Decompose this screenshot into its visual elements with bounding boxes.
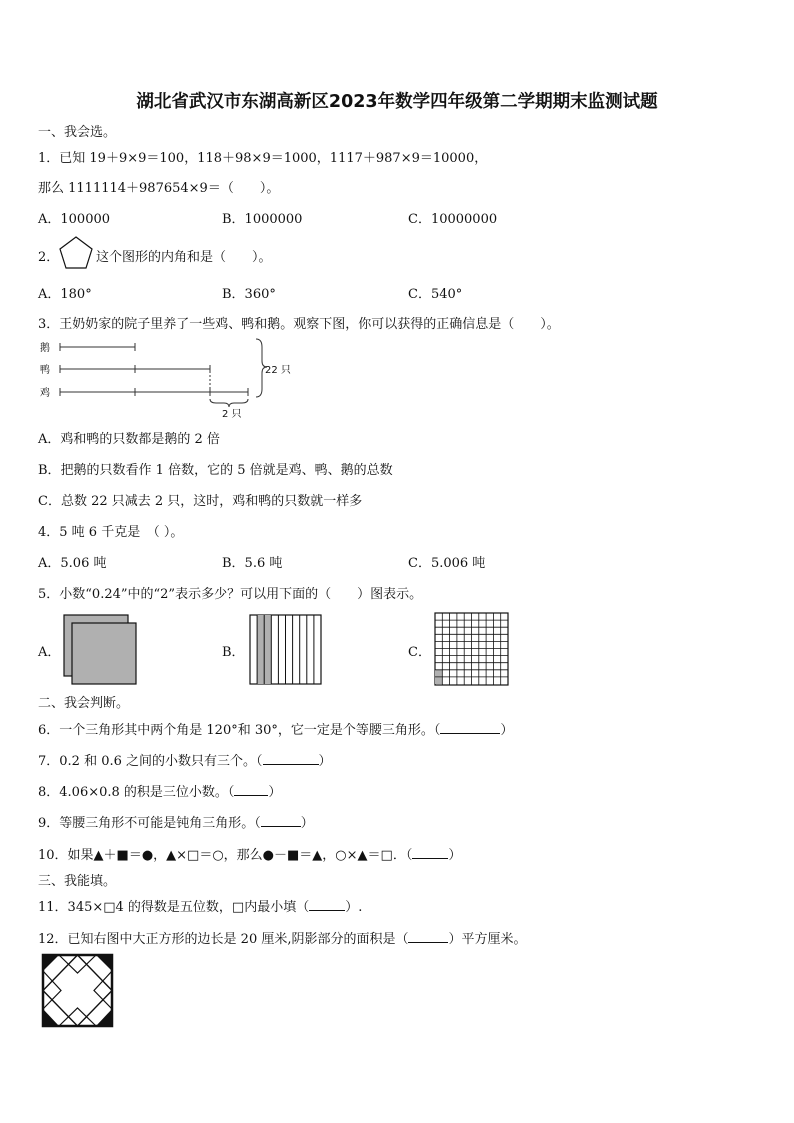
- q1-line1: 1．已知 19＋9×9＝100，118＋98×9＝1000，1117＋987×9＝10000，: [38, 151, 488, 166]
- q10-end: ）: [448, 848, 462, 863]
- q4-option-a[interactable]: A．5.06 吨: [38, 556, 107, 571]
- q11-answer-blank[interactable]: [309, 898, 345, 911]
- q5-text: 5．小数“0.24”中的“2”表示多少？可以用下面的（ ）图表示。: [38, 587, 423, 602]
- section-3-heading: 三、我能填。: [38, 874, 117, 889]
- q4-option-c[interactable]: C．5.006 吨: [408, 556, 486, 571]
- section-1-heading: 一、我会选。: [38, 125, 117, 140]
- q2-option-b[interactable]: B．360°: [222, 287, 276, 302]
- q10-text: 10．如果▲＋■＝●，▲×□＝○，那么●－■＝▲，○×▲＝□．（: [38, 848, 413, 863]
- q3-text: 3．王奶奶家的院子里养了一些鸡、鸭和鹅。观察下图，你可以获得的正确信息是（ ）。: [38, 317, 560, 332]
- q9-text: 9．等腰三角形不可能是钝角三角形。（: [38, 816, 261, 831]
- option-c-grid-figure: [434, 612, 510, 686]
- q8-answer-blank[interactable]: [234, 783, 268, 796]
- q11: [38, 896, 362, 915]
- q7-end: ）: [318, 754, 332, 769]
- q8-end: ）: [268, 785, 282, 800]
- q6: [38, 719, 513, 738]
- q7-text: 7．0.2 和 0.6 之间的小数只有三个。（: [38, 754, 263, 769]
- q12-text: 12．已知右图中大正方形的边长是 20 厘米,阴影部分的面积是（: [38, 932, 409, 947]
- page-title: 湖北省武汉市东湖高新区2023年数学四年级第二学期期末监测试题: [136, 92, 658, 112]
- q10-answer-blank[interactable]: [412, 846, 448, 859]
- q8: [38, 781, 281, 800]
- option-b-strips-figure: [249, 614, 323, 686]
- q11-text: 11．345×□4 的得数是五位数，□内最小填（: [38, 900, 310, 915]
- q8-text: 8．4.06×0.8 的积是三位小数。（: [38, 785, 235, 800]
- q3-option-c[interactable]: C．总数 22 只减去 2 只，这时，鸡和鸭的只数就一样多: [38, 494, 363, 509]
- label-duck: 鸭: [40, 365, 50, 376]
- q6-text: 6．一个三角形其中两个角是 120°和 30°，它一定是个等腰三角形。（: [38, 723, 441, 738]
- pentagon-figure: [58, 235, 94, 271]
- difference-label: 2 只: [222, 409, 242, 420]
- q3-option-b[interactable]: B．把鹅的只数看作 1 倍数，它的 5 倍就是鸡、鸭、鹅的总数: [38, 463, 393, 478]
- total-label: 22 只: [265, 365, 291, 376]
- q1-option-b[interactable]: B．1000000: [222, 212, 303, 227]
- q1-option-a[interactable]: A．100000: [38, 212, 111, 227]
- q12-answer-blank[interactable]: [408, 930, 448, 943]
- q1-line2: 那么 1111114＋987654×9＝（ ）。: [38, 181, 280, 196]
- q2-option-c[interactable]: C．540°: [408, 287, 463, 302]
- q7-answer-blank[interactable]: [263, 752, 319, 765]
- q6-end: ）: [500, 723, 514, 738]
- label-goose: 鹅: [40, 343, 50, 354]
- q9: [38, 812, 314, 831]
- q5-option-c[interactable]: C．: [408, 645, 431, 660]
- label-chicken: 鸡: [40, 388, 50, 399]
- q4-text: 4．5 吨 6 千克是 （ ）。: [38, 525, 184, 540]
- q12: [38, 928, 527, 947]
- section-2-heading: 二、我会判断。: [38, 696, 130, 711]
- q5-option-a[interactable]: A．: [38, 645, 61, 660]
- q3-option-a[interactable]: A．鸡和鸭的只数都是鹅的 2 倍: [38, 432, 220, 447]
- q4-option-b[interactable]: B．5.6 吨: [222, 556, 283, 571]
- q6-answer-blank[interactable]: [440, 721, 500, 734]
- q9-end: ）: [300, 816, 314, 831]
- q5-option-b[interactable]: B．: [222, 645, 245, 660]
- q2-text: 这个图形的内角和是（ ）。: [96, 250, 272, 265]
- q2-option-a[interactable]: A．180°: [38, 287, 92, 302]
- q12-end: ）平方厘米。: [448, 932, 527, 947]
- q9-answer-blank[interactable]: [261, 814, 301, 827]
- q2-number: 2．: [38, 250, 60, 265]
- option-a-squares-figure: [62, 614, 138, 686]
- q1-option-c[interactable]: C．10000000: [408, 212, 498, 227]
- q11-end: ）.: [345, 900, 363, 915]
- square-shaded-figure: [41, 953, 115, 1029]
- q10: [38, 844, 461, 863]
- q7: [38, 750, 332, 769]
